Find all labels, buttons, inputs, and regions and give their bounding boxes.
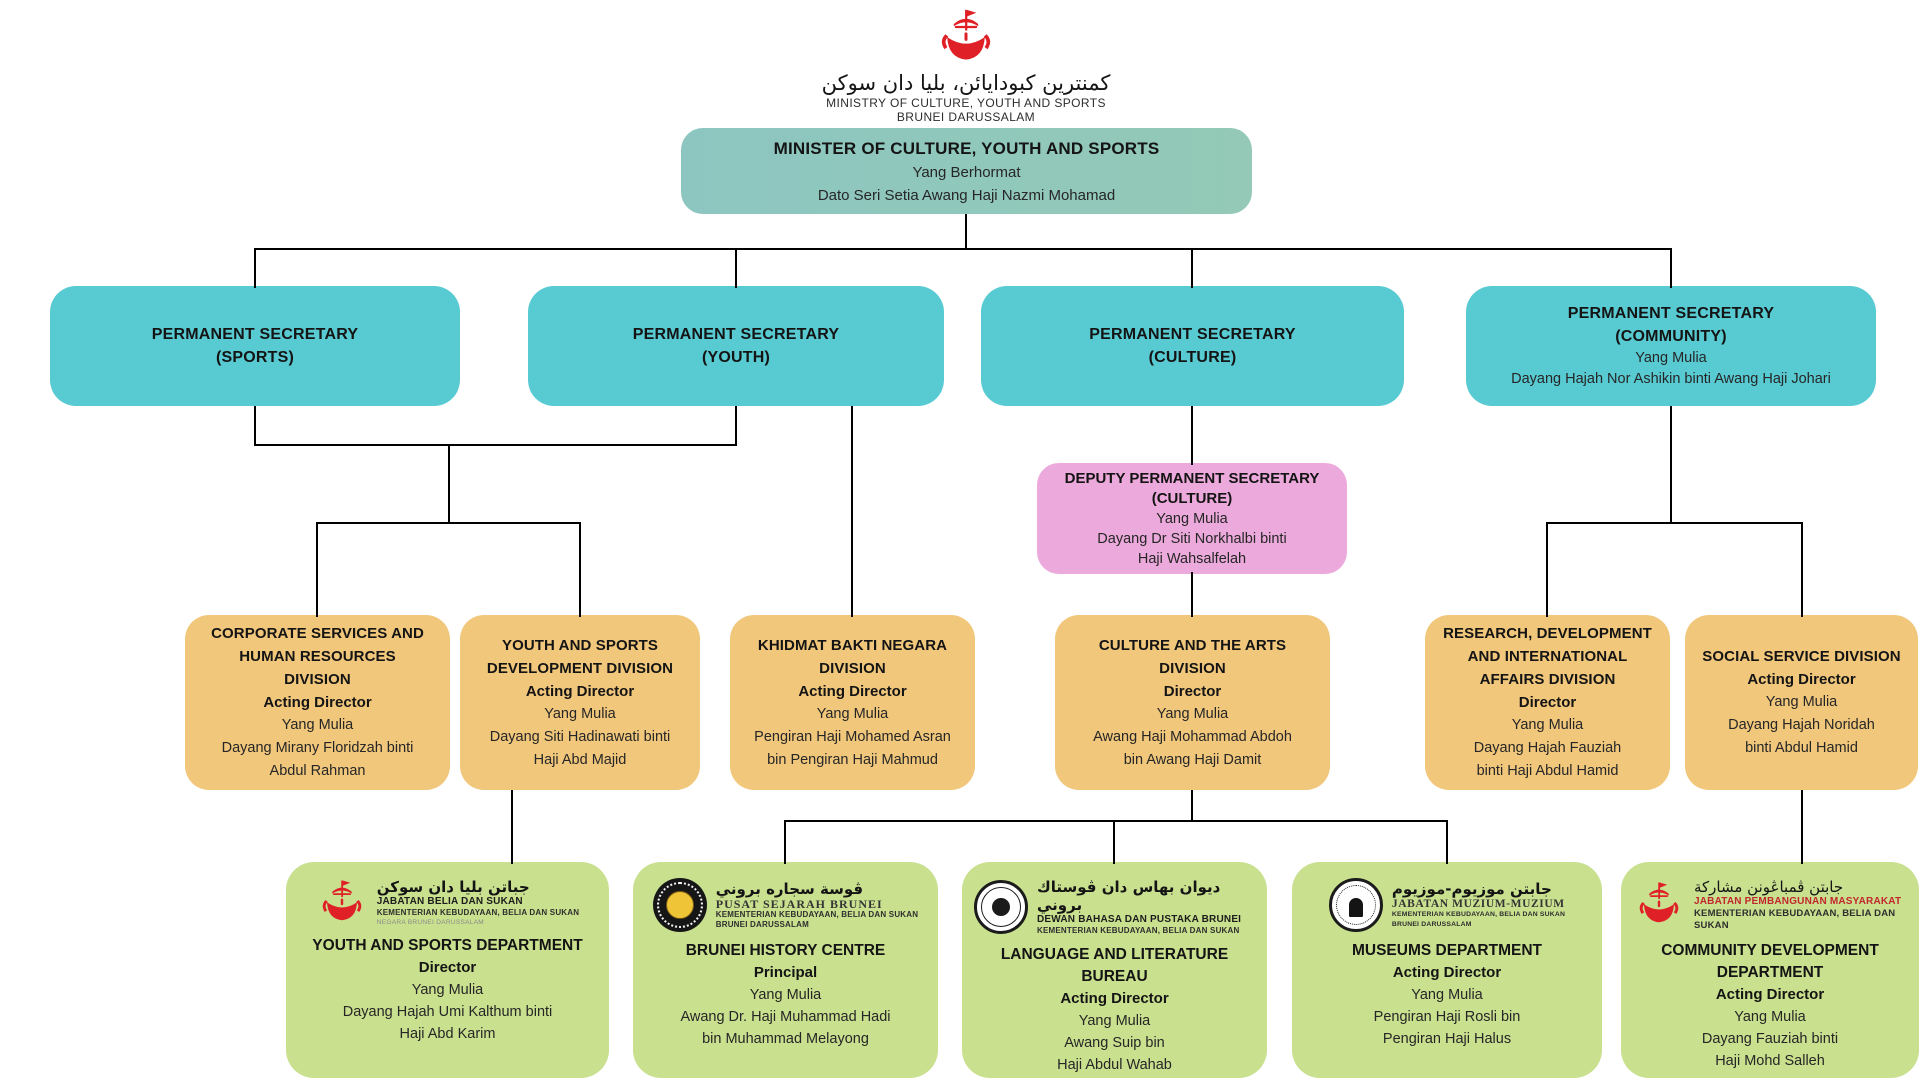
department-role: Principal xyxy=(753,964,818,981)
connector-line xyxy=(735,248,737,288)
department-name-line: Dayang Fauziah binti xyxy=(1701,1031,1839,1047)
logo-ministry-name: KEMENTERIAN KEBUDAYAAN, BELIA DAN SUKAN xyxy=(715,910,919,919)
division-name-line: Dayang Mirany Floridzah binti xyxy=(221,740,414,756)
minister-name: Dato Seri Setia Awang Haji Nazmi Mohamad xyxy=(817,186,1116,204)
department-name-line: Pengiran Haji Halus xyxy=(1382,1031,1512,1047)
division-box-youth-sports-development xyxy=(460,615,700,790)
connector-line xyxy=(1191,790,1193,822)
department-box-language-literature xyxy=(962,862,1267,1078)
department-honorific: Yang Mulia xyxy=(1078,1013,1151,1029)
division-name-line: binti Abdul Hamid xyxy=(1745,740,1858,756)
department-name-line: Haji Mohd Salleh xyxy=(1715,1053,1825,1069)
division-box-research-development xyxy=(1425,615,1670,790)
ministry-name: MINISTRY OF CULTURE, YOUTH AND SPORTS xyxy=(826,96,1106,110)
department-honorific: Yang Mulia xyxy=(411,982,484,998)
department-role: Acting Director xyxy=(1060,990,1169,1007)
secretary-box-sports xyxy=(50,286,460,406)
department-name-line: Awang Dr. Haji Muhammad Hadi xyxy=(680,1009,891,1025)
ministry-header xyxy=(660,8,1272,124)
division-box-khidmat-bakti-negara xyxy=(730,615,975,790)
logo-agency-name: JABATAN BELIA DAN SUKAN xyxy=(376,896,523,907)
department-name-line: Haji Abdul Wahab xyxy=(1057,1057,1172,1073)
division-role: Director xyxy=(1163,682,1222,700)
department-title-line: BUREAU xyxy=(1081,968,1148,985)
department-role: Director xyxy=(418,959,477,976)
division-title-line: DIVISION xyxy=(1159,659,1226,677)
secretary-box-youth xyxy=(528,286,944,406)
deputy-honorific: Yang Mulia xyxy=(1156,510,1228,527)
division-title-line: CORPORATE SERVICES AND xyxy=(211,625,424,642)
division-name-line: Abdul Rahman xyxy=(269,763,366,779)
connector-line xyxy=(735,406,737,446)
department-title-line: LANGUAGE AND LITERATURE xyxy=(1000,946,1229,963)
division-title-line: HUMAN RESOURCES xyxy=(239,648,396,665)
division-title-line: RESEARCH, DEVELOPMENT xyxy=(1443,625,1652,642)
logo-ministry-name: KEMENTERIAN KEBUDAYAAN, BELIA DAN SUKAN xyxy=(1391,911,1566,918)
logo-jawi-text: جابتن ڤمباڠونن مشاركة xyxy=(1694,878,1844,896)
connector-line xyxy=(1191,248,1193,288)
department-title-line: DEPARTMENT xyxy=(1716,964,1824,981)
pusat-sejarah-logo xyxy=(653,878,918,932)
connector-line xyxy=(511,790,513,864)
deputy-title: DEPUTY PERMANENT SECRETARY xyxy=(1064,469,1320,487)
division-role: Acting Director xyxy=(263,694,372,711)
division-title-line: SOCIAL SERVICE DIVISION xyxy=(1702,648,1901,665)
division-name-line: Awang Haji Mohammad Abdoh xyxy=(1093,728,1292,745)
division-title-line: DIVISION xyxy=(819,659,886,677)
division-box-corporate-services xyxy=(185,615,450,790)
connector-line xyxy=(1670,406,1672,524)
department-name-line: Pengiran Haji Rosli bin xyxy=(1373,1009,1521,1025)
department-role: Acting Director xyxy=(1715,986,1825,1003)
connector-line xyxy=(1113,820,1115,864)
connector-line xyxy=(1191,572,1193,617)
deputy-name-line: Haji Wahsalfelah xyxy=(1137,550,1247,567)
secretary-portfolio: (SPORTS) xyxy=(215,349,295,366)
secretary-title: PERMANENT SECRETARY xyxy=(1089,326,1296,343)
department-box-youth-sports xyxy=(286,862,609,1078)
department-honorific: Yang Mulia xyxy=(749,987,822,1003)
minister-box xyxy=(681,128,1252,214)
ministry-country: BRUNEI DARUSSALAM xyxy=(896,110,1036,124)
deputy-name-line: Dayang Dr Siti Norkhalbi binti xyxy=(1097,530,1287,547)
division-honorific: Yang Mulia xyxy=(544,705,616,722)
connector-line xyxy=(254,248,1672,250)
secretary-honorific: Yang Mulia xyxy=(1635,350,1707,366)
logo-ministry-name: KEMENTERIAN KEBUDAYAAN, BELIA DAN SUKAN xyxy=(1037,926,1240,935)
division-title-line: AFFAIRS DIVISION xyxy=(1479,671,1616,688)
connector-line xyxy=(316,522,581,524)
division-role: Acting Director xyxy=(798,682,907,700)
department-box-museums xyxy=(1292,862,1602,1078)
logo-jawi-text: ديوان بهاس دان ڤوستاك بروني xyxy=(1037,878,1221,914)
department-honorific: Yang Mulia xyxy=(1411,987,1483,1003)
jabatan-pembangunan-masyarakat-logo xyxy=(1633,878,1907,932)
deputy-portfolio: (CULTURE) xyxy=(1151,489,1233,507)
logo-country-name: NEGARA BRUNEI DARUSSALAM xyxy=(376,919,485,926)
secretary-title: PERMANENT SECRETARY xyxy=(151,326,359,343)
division-name-line: Dayang Siti Hadinawati binti xyxy=(489,728,671,745)
minister-honorific: Yang Berhormat xyxy=(912,163,1021,181)
secretary-portfolio: (COMMUNITY) xyxy=(1615,328,1727,345)
division-name-line: bin Awang Haji Damit xyxy=(1123,751,1262,768)
division-name-line: Dayang Hajah Noridah xyxy=(1728,717,1875,733)
division-honorific: Yang Mulia xyxy=(1511,717,1584,733)
brunei-crest-icon xyxy=(316,879,368,927)
division-name-line: bin Pengiran Haji Mahmud xyxy=(767,751,938,768)
department-name-line: Dayang Hajah Umi Kalthum binti xyxy=(342,1004,553,1020)
connector-line xyxy=(1670,248,1672,288)
dewan-bahasa-logo xyxy=(974,878,1255,936)
division-role: Acting Director xyxy=(525,682,635,700)
division-role: Acting Director xyxy=(1747,671,1856,688)
division-name-line: Haji Abd Majid xyxy=(533,751,627,768)
secretary-portfolio: (YOUTH) xyxy=(701,349,771,366)
division-title-line: YOUTH AND SPORTS xyxy=(501,636,659,654)
brunei-crest-icon xyxy=(1633,881,1685,929)
logo-agency-name: JABATAN PEMBANGUNAN MASYARAKAT xyxy=(1694,896,1902,907)
division-honorific: Yang Mulia xyxy=(1156,705,1229,722)
department-box-history-centre xyxy=(633,862,938,1078)
logo-agency-name: PUSAT SEJARAH BRUNEI xyxy=(715,897,883,911)
connector-line xyxy=(254,248,256,288)
brunei-crest-icon xyxy=(933,8,999,68)
connector-line xyxy=(784,820,1448,822)
division-name-line: Dayang Hajah Fauziah xyxy=(1473,740,1622,756)
ministry-jawi-title: كمنترين كبودايائن، بليا دان سوكن xyxy=(821,71,1111,95)
secretary-box-community xyxy=(1466,286,1876,406)
division-honorific: Yang Mulia xyxy=(816,705,889,722)
division-honorific: Yang Mulia xyxy=(281,717,354,733)
logo-jawi-text: ڤوسة سجاره بروني xyxy=(715,880,864,898)
logo-country-name: BRUNEI DARUSSALAM xyxy=(1391,921,1472,928)
connector-line xyxy=(1446,820,1448,864)
connector-line xyxy=(1546,522,1803,524)
department-box-community-development xyxy=(1621,862,1919,1078)
connector-line xyxy=(965,214,967,248)
division-title-line: DEVELOPMENT DIVISION xyxy=(486,659,674,677)
logo-ministry-name: KEMENTERIAN KEBUDAYAAN, BELIA DAN SUKAN xyxy=(376,908,580,917)
logo-agency-name: DEWAN BAHASA DAN PUSTAKA BRUNEI xyxy=(1037,914,1242,925)
logo-jawi-text: جباتن بليا دان سوكن xyxy=(376,878,530,896)
logo-country-name: BRUNEI DARUSSALAM xyxy=(715,920,809,929)
minister-title: MINISTER OF CULTURE, YOUTH AND SPORTS xyxy=(773,138,1160,158)
connector-line xyxy=(851,406,853,617)
connector-line xyxy=(1191,406,1193,465)
department-title-line: YOUTH AND SPORTS DEPARTMENT xyxy=(312,937,583,954)
division-title-line: AND INTERNATIONAL xyxy=(1467,648,1628,665)
connector-line xyxy=(316,522,318,617)
secretary-portfolio: (CULTURE) xyxy=(1148,349,1237,366)
jabatan-muzium-logo xyxy=(1329,878,1565,932)
connector-line xyxy=(784,820,786,864)
division-title-line: KHIDMAT BAKTI NEGARA xyxy=(757,636,948,654)
logo-ministry-name: KEMENTERIAN KEBUDAYAAN, BELIA DAN SUKAN xyxy=(1694,908,1896,931)
connector-line xyxy=(579,522,581,617)
department-name-line: Awang Suip bin xyxy=(1064,1035,1165,1051)
department-title-line: COMMUNITY DEVELOPMENT xyxy=(1661,942,1879,959)
division-title-line: DIVISION xyxy=(284,671,351,688)
connector-line xyxy=(448,444,450,524)
pusat-sejarah-seal-icon xyxy=(653,878,707,932)
secretary-name: Dayang Hajah Nor Ashikin binti Awang Haji Johari xyxy=(1511,371,1831,387)
secretary-box-culture xyxy=(981,286,1404,406)
department-title-line: BRUNEI HISTORY CENTRE xyxy=(685,942,886,959)
secretary-title: PERMANENT SECRETARY xyxy=(632,326,840,343)
connector-line xyxy=(1801,522,1803,617)
division-title-line: CULTURE AND THE ARTS xyxy=(1098,636,1287,654)
division-honorific: Yang Mulia xyxy=(1765,694,1838,710)
division-name-line: Pengiran Haji Mohamed Asran xyxy=(754,728,951,745)
logo-agency-name: JABATAN MUZIUM-MUZIUM xyxy=(1391,898,1565,910)
department-title-line: MUSEUMS DEPARTMENT xyxy=(1351,942,1543,959)
connector-line xyxy=(254,406,256,446)
secretary-title: PERMANENT SECRETARY xyxy=(1567,305,1775,322)
connector-line xyxy=(254,444,737,446)
jabatan-belia-dan-sukan-logo xyxy=(316,878,579,927)
department-honorific: Yang Mulia xyxy=(1734,1009,1806,1025)
muzium-seal-icon xyxy=(1329,878,1383,932)
department-role: Acting Director xyxy=(1392,964,1502,981)
connector-line xyxy=(1546,522,1548,617)
division-box-social-service xyxy=(1685,615,1918,790)
logo-jawi-text: جابتن موزيوم-موزيوم xyxy=(1391,880,1552,898)
division-box-culture-and-arts xyxy=(1055,615,1330,790)
deputy-secretary-box xyxy=(1037,463,1347,574)
dewan-bahasa-seal-icon xyxy=(974,880,1028,934)
division-role: Director xyxy=(1518,694,1577,711)
connector-line xyxy=(1801,790,1803,864)
division-name-line: binti Haji Abdul Hamid xyxy=(1476,763,1619,779)
department-name-line: bin Muhammad Melayong xyxy=(702,1031,869,1047)
department-name-line: Haji Abd Karim xyxy=(399,1026,496,1042)
